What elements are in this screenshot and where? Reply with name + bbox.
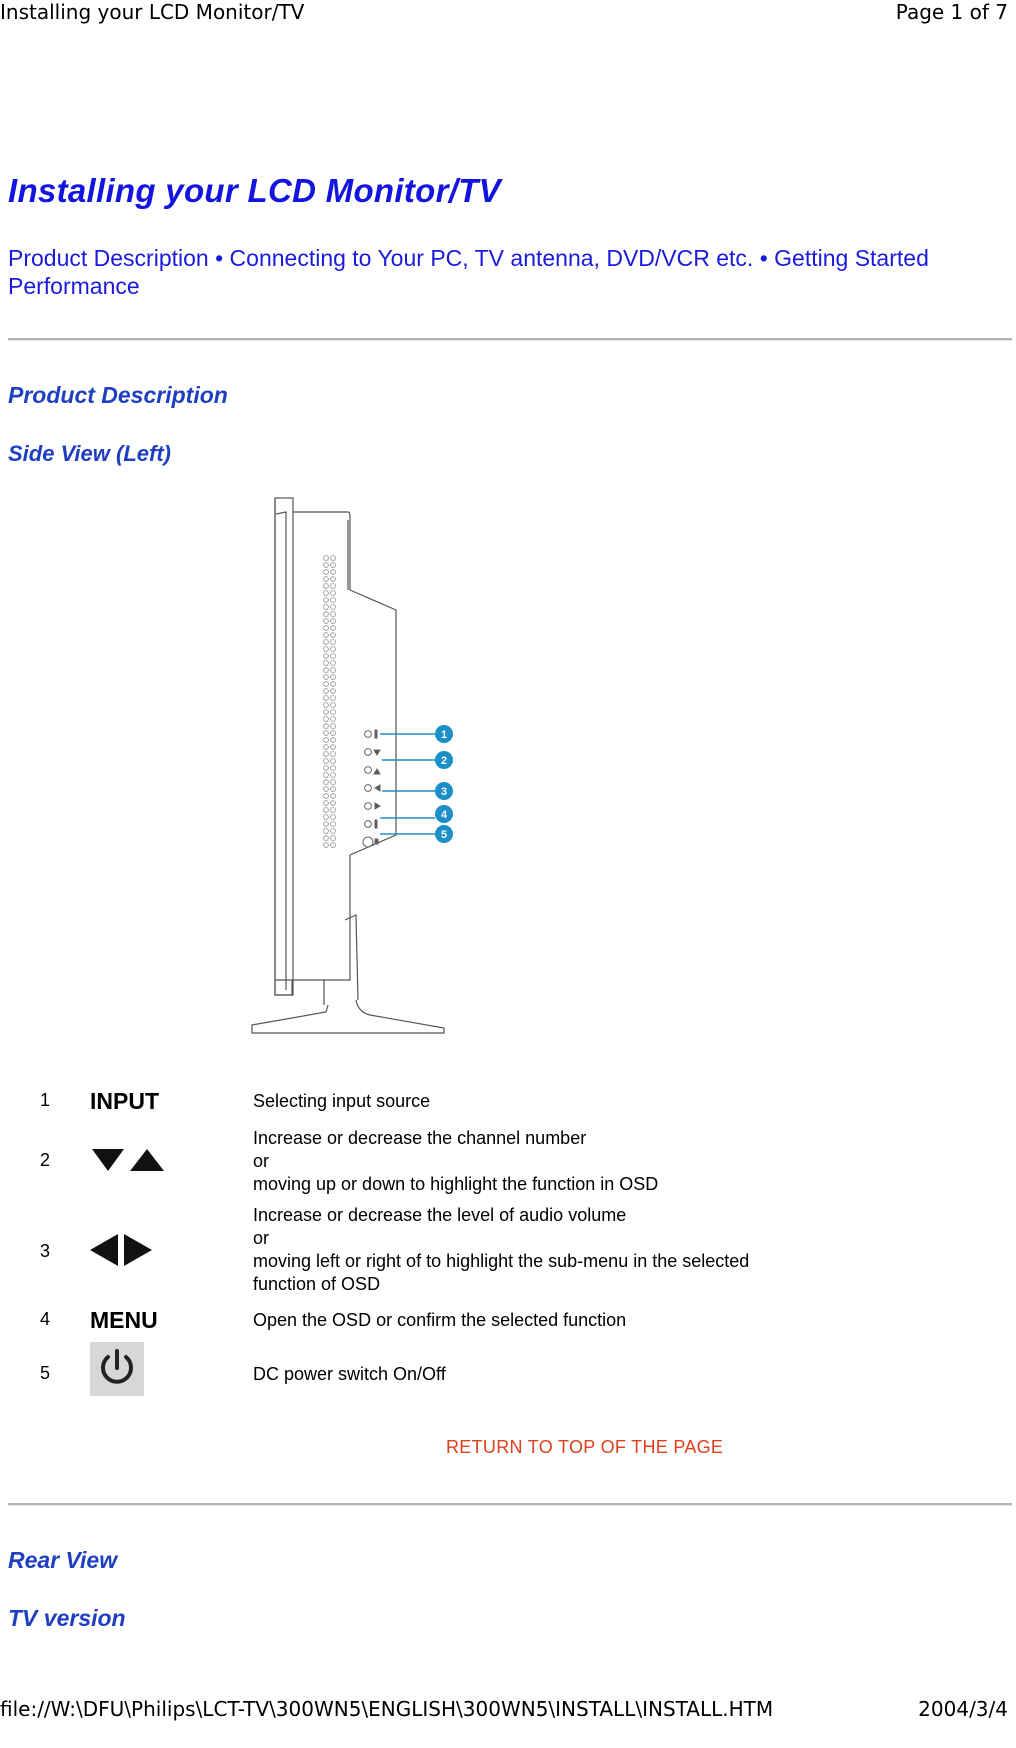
section-title-rear-view: Rear View [8, 1547, 118, 1573]
nav-separator: • [753, 245, 775, 271]
row-number: 4 [40, 1309, 51, 1329]
nav-separator: • [208, 245, 230, 271]
nav-link-connecting[interactable]: Connecting to Your PC, TV antenna, DVD/VCR etc. [229, 245, 754, 271]
up-down-arrows-icon [90, 1146, 168, 1174]
section-subtitle-tv-version: TV version [8, 1605, 126, 1631]
desc-line: or [253, 1151, 270, 1171]
left-right-arrows-icon [88, 1232, 158, 1268]
vent-holes [324, 556, 336, 848]
divider [8, 338, 1012, 341]
desc-line: Increase or decrease the level of audio volume [253, 1205, 627, 1225]
desc-line: moving up or down to highlight the function in OSD [253, 1174, 659, 1194]
divider [8, 1503, 1012, 1506]
return-to-top-link[interactable]: RETURN TO TOP OF THE PAGE [446, 1437, 724, 1457]
row-description: DC power switch On/Off [253, 1364, 446, 1384]
row-description: Selecting input source [253, 1091, 431, 1111]
footer-date: 2004/3/4 [918, 1697, 1008, 1721]
section-subtitle-side-view: Side View (Left) [8, 441, 171, 466]
svg-text:2: 2 [440, 755, 448, 767]
page-number: Page 1 of 7 [895, 0, 1008, 24]
row-number: 3 [40, 1241, 51, 1261]
desc-line: or [253, 1228, 270, 1248]
footer-file-path: file://W:\DFU\Philips\LCT-TV\300WN5\ENGLISH\300WN5\INSTALL\INSTALL.HTM [0, 1697, 774, 1721]
desc-line: function of OSD [253, 1274, 381, 1294]
row-number: 2 [40, 1150, 51, 1170]
callout-4 [435, 805, 453, 823]
callout-1 [435, 725, 453, 743]
row-number: 1 [40, 1090, 51, 1110]
nav-link-performance[interactable]: Performance [8, 273, 140, 299]
svg-text:4: 4 [440, 809, 448, 821]
side-buttons [363, 730, 380, 847]
menu-key-label: MENU [90, 1307, 158, 1333]
svg-text:3: 3 [440, 786, 448, 798]
callout-2 [435, 751, 453, 769]
svg-text:5: 5 [440, 829, 448, 841]
callout-3 [435, 782, 453, 800]
callout-5 [435, 825, 453, 843]
nav-link-getting-started[interactable]: Getting Started [774, 245, 929, 271]
power-icon [90, 1342, 144, 1396]
page-title: Installing your LCD Monitor/TV [8, 172, 501, 209]
row-description [253, 1127, 658, 1196]
row-number: 5 [40, 1363, 51, 1383]
row-description [253, 1204, 749, 1296]
svg-text:1: 1 [440, 729, 448, 741]
nav-links [8, 244, 929, 300]
header-title: Installing your LCD Monitor/TV [0, 0, 305, 24]
desc-line: Increase or decrease the channel number [253, 1128, 587, 1148]
nav-link-product-description[interactable]: Product Description [8, 245, 209, 271]
section-title-product-description: Product Description [8, 382, 228, 408]
row-description: Open the OSD or confirm the selected function [253, 1310, 627, 1330]
desc-line: moving left or right of to highlight the sub-menu in the selected [253, 1251, 750, 1271]
side-view-diagram [240, 490, 470, 1040]
input-key-label: INPUT [90, 1088, 159, 1114]
